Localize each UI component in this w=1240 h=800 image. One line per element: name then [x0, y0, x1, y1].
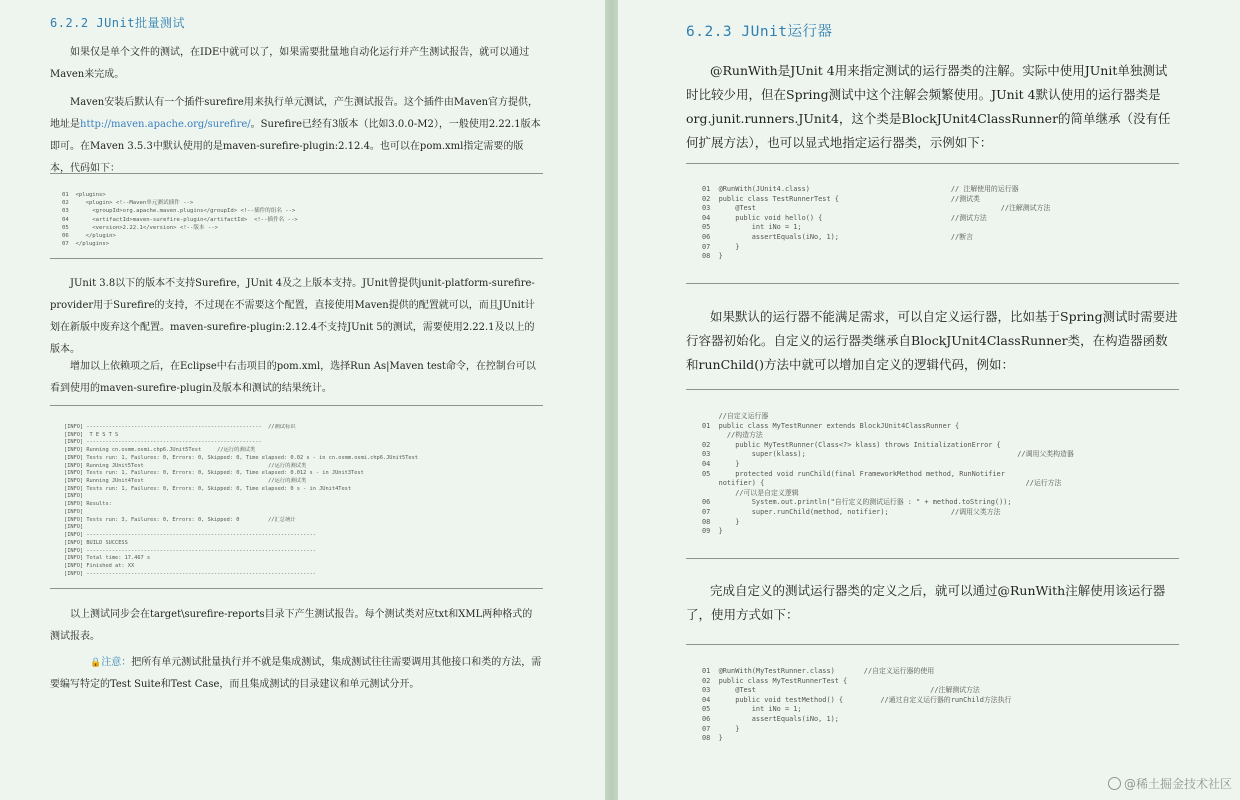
code-line: 08 } — [702, 734, 723, 743]
code-line: [INFO] Tests run: 1, Failures: 0, Errors: 0, Skipped: 0, Time elapsed: 0 s - in JUnit4Test — [64, 485, 352, 492]
code-line: [INFO] ------------------------------------------------------------------------ — [64, 547, 316, 554]
code-line: [INFO] Finished at: XX — [64, 562, 135, 569]
code-line: [INFO] ------------------------------------------------------------------------ — [64, 532, 316, 539]
code-line: 02 <plugin> <!--Maven单元测试插件 --> — [62, 200, 194, 207]
code-line: //构造方法 — [702, 431, 763, 440]
paragraph-use-runner: 完成自定义的测试运行器类的定义之后，就可以通过@RunWith注解使用该运行器了，使用方式如下： — [686, 583, 1166, 622]
code-line: //可以是自定义逻辑 — [702, 488, 799, 497]
code-line: 07 } — [702, 242, 740, 251]
code-line: 08 } — [702, 252, 723, 261]
code-line: [INFO] Running JUnit5Test //运行的测试类 — [64, 462, 307, 469]
watermark — [1108, 775, 1232, 792]
code-line: 06 assertEquals(iNo, 1); //断言 — [702, 232, 973, 241]
maven-surefire-link[interactable]: http://maven.apache.org/surefire/ — [80, 119, 251, 130]
code-line: [INFO] Running cn.osmm.osmi.chp6.JUnit5Test //运行的测试类 — [64, 447, 256, 454]
code-line: 02 public MyTestRunner(Class<?> klass) throws InitializationError { — [702, 440, 1001, 449]
code-line: 01 @RunWith(JUnit4.class) // 注解使用的运行器 — [702, 185, 1019, 193]
code-line: [INFO] — [64, 508, 84, 515]
code-line: 07 </plugins> — [62, 241, 110, 248]
section-heading-6-2-3: 6.2.3 JUnit运行器 — [686, 24, 833, 40]
watermark-text: @稀土掘金技术社区 — [1123, 777, 1232, 791]
code-line: [INFO] ------------------------------------------------------- — [64, 439, 262, 446]
code-line: 05 <version>2.22.1</version> <!--版本 --> — [62, 224, 218, 231]
code-top-rule — [686, 644, 1179, 645]
code-line: 02 public class MyTestRunnerTest { — [702, 676, 848, 685]
code-line: 03 super(klass); //调用父类构造器 — [702, 450, 1074, 459]
code-bottom-rule — [50, 258, 543, 259]
code-top-rule — [50, 173, 543, 174]
code-line: [INFO] Tests run: 1, Failures: 0, Errors: 0, Skipped: 0, Time elapsed: 0.02 s - in cn.osmm.osmi.chp6.JUnit5Test — [64, 454, 418, 461]
code-line: 01 @RunWith(MyTestRunner.class) //自定义运行器的使用 — [702, 667, 935, 675]
code-line: [INFO] Tests run: 1, Failures: 0, Errors: 0, Skipped: 0, Time elapsed: 0.012 s - in JUnit3Test — [64, 470, 364, 477]
code-line: 06 System.out.println("自行定义的测试运行器 : " + method.toString()); — [702, 498, 1012, 507]
code-bottom-rule — [686, 283, 1179, 284]
paragraph-surefire-a: Maven安装后默认有一个插件surefire用来执行单元测试，产生测试报告。这个插件由Maven官方提供，地址是 — [50, 97, 539, 130]
code-line: 05 int iNo = 1; — [702, 705, 802, 714]
code-line: 01 <plugins> — [62, 192, 106, 198]
paragraph-surefire-b: 。Surefire已经有3版本（比如3.0.0-M2），一般使用2.22.1版本即可。在Maven 3.5.3中默认使用的是maven-surefire-plugin:2.12.4。也可以在pom.xml指定需要的版本，代码如下： — [50, 119, 541, 174]
code-line: 07 super.runChild(method, notifier); //调用父类方法 — [702, 507, 1001, 516]
code-line: 03 @Test //注解测试方法 — [702, 204, 1051, 213]
code-line: 02 public class TestRunnerTest { //测试类 — [702, 194, 980, 203]
code-line: 06 assertEquals(iNo, 1); — [702, 714, 839, 723]
code-line: [INFO] Total time: 17.467 s — [64, 555, 151, 562]
code-block-maven-log — [64, 424, 534, 578]
note-paragraph — [50, 652, 542, 696]
code-line: [INFO] — [64, 493, 84, 500]
code-block-runwith — [702, 185, 1182, 262]
code-line: 05 int iNo = 1; — [702, 223, 802, 232]
paragraph-surefire — [50, 92, 542, 180]
code-line: 04 public void hello() { //测试方法 — [702, 213, 987, 222]
code-line: 04 <artifactId>maven-surefire-plugin</artifactId> <!--插件名 --> — [62, 216, 298, 223]
page-gutter — [605, 0, 618, 800]
paragraph-junit-support: JUnit 3.8以下的版本不支持Surefire，JUnit 4及之上版本支持。JUnit曾提供junit-platform-surefire-provider用于Surefire的支持，不过现在不需要这个配置，直接使用Maven提供的配置就可以，而且JUnit计划在新版中废弃这个配置。maven-surefire-plugin:2.12.4不支持JUnit 5的测试，需要使用2.22.1及以上的版本。 — [50, 278, 535, 355]
code-line: 09 } — [702, 527, 723, 536]
code-line: 04 } — [702, 459, 740, 468]
code-line: //自定义运行器 — [702, 412, 769, 420]
code-top-rule — [686, 163, 1179, 164]
code-line: 08 } — [702, 517, 740, 526]
code-line: [INFO] Results: — [64, 501, 112, 508]
code-line: 03 <groupId>org.apache.maven.plugins</groupId> <!--插件的组名 --> — [62, 208, 296, 215]
code-line: 01 public class MyTestRunner extends BlockJUnit4ClassRunner { — [702, 421, 960, 430]
code-block-use-runner — [702, 667, 1182, 744]
note-label: 注意： — [101, 657, 132, 668]
code-line: 03 @Test //注解测试方法 — [702, 686, 980, 695]
paragraph-runwith: @RunWith是JUnit 4用来指定测试的运行器类的注解。实际中使用JUnit单独测试时比较少用，但在Spring测试中这个注解会频繁使用。JUnit 4默认使用的运行器类是org.junit.runners.JUnit4，这个类是BlockJUnit4ClassRunner的简单继承（没有任何扩展方法），也可以显式地指定运行器类，示例如下： — [686, 63, 1171, 150]
paragraph-custom-runner: 如果默认的运行器不能满足需求，可以自定义运行器，比如基于Spring测试时需要进行容器初始化。自定义的运行器类继承自BlockJUnit4ClassRunner类，在构造器函数和runChild()方法中就可以增加自定义的逻辑代码，例如： — [686, 309, 1178, 372]
juejin-logo-icon — [1108, 777, 1121, 790]
code-top-rule — [50, 405, 543, 406]
code-block-custom-runner — [702, 412, 1182, 537]
code-line: 05 protected void runChild(final FrameworkMethod method, RunNotifier — [702, 469, 1005, 478]
paragraph-eclipse: 增加以上依赖项之后，在Eclipse中右击项目的pom.xml，选择Run As|Maven test命令，在控制台可以看到使用的maven-surefire-plugin及版本和测试的结果统计。 — [50, 361, 536, 394]
code-block-plugin — [62, 191, 532, 248]
code-line: [INFO] BUILD SUCCESS — [64, 539, 128, 546]
code-line: [INFO] — [64, 524, 84, 531]
code-line: notifier) { //运行方法 — [702, 479, 1062, 488]
paragraph-intro: 如果仅是单个文件的测试，在IDE中就可以了，如果需要批量地自动化运行并产生测试报告，就可以通过Maven来完成。 — [50, 47, 530, 80]
lock-icon: 🔒 — [90, 658, 102, 668]
code-line: [INFO] Tests run: 3, Failures: 0, Errors: 0, Skipped: 0 //汇总统计 — [64, 516, 296, 523]
right-page — [618, 0, 1240, 800]
code-bottom-rule — [50, 588, 543, 589]
note-text: 把所有单元测试批量执行并不就是集成测试，集成测试往往需要调用其他接口和类的方法，需要编写特定的Test Suite和Test Case，而且集成测试的目录建议和单元测试分开。 — [50, 657, 542, 690]
code-line: [INFO] ------------------------------------------------------- //测试标识 — [64, 424, 296, 430]
code-line: 06 </plugin> — [62, 233, 116, 240]
code-bottom-rule — [686, 558, 1179, 559]
paragraph-reports: 以上测试同步会在target\surefire-reports目录下产生测试报告。每个测试类对应txt和XML两种格式的测试报表。 — [50, 609, 533, 642]
code-line: [INFO] Running JUnit4Test //运行的测试类 — [64, 478, 307, 485]
code-top-rule — [686, 389, 1179, 390]
code-line: 07 } — [702, 724, 740, 733]
code-line: 04 public void testMethod() { //通过自定义运行器的runChild方法执行 — [702, 695, 1012, 704]
code-line: [INFO] ------------------------------------------------------------------------ — [64, 570, 316, 577]
code-line: [INFO] T E S T S — [64, 431, 119, 438]
section-heading-6-2-2: 6.2.2 JUnit批量测试 — [50, 16, 185, 30]
left-page — [0, 0, 605, 800]
